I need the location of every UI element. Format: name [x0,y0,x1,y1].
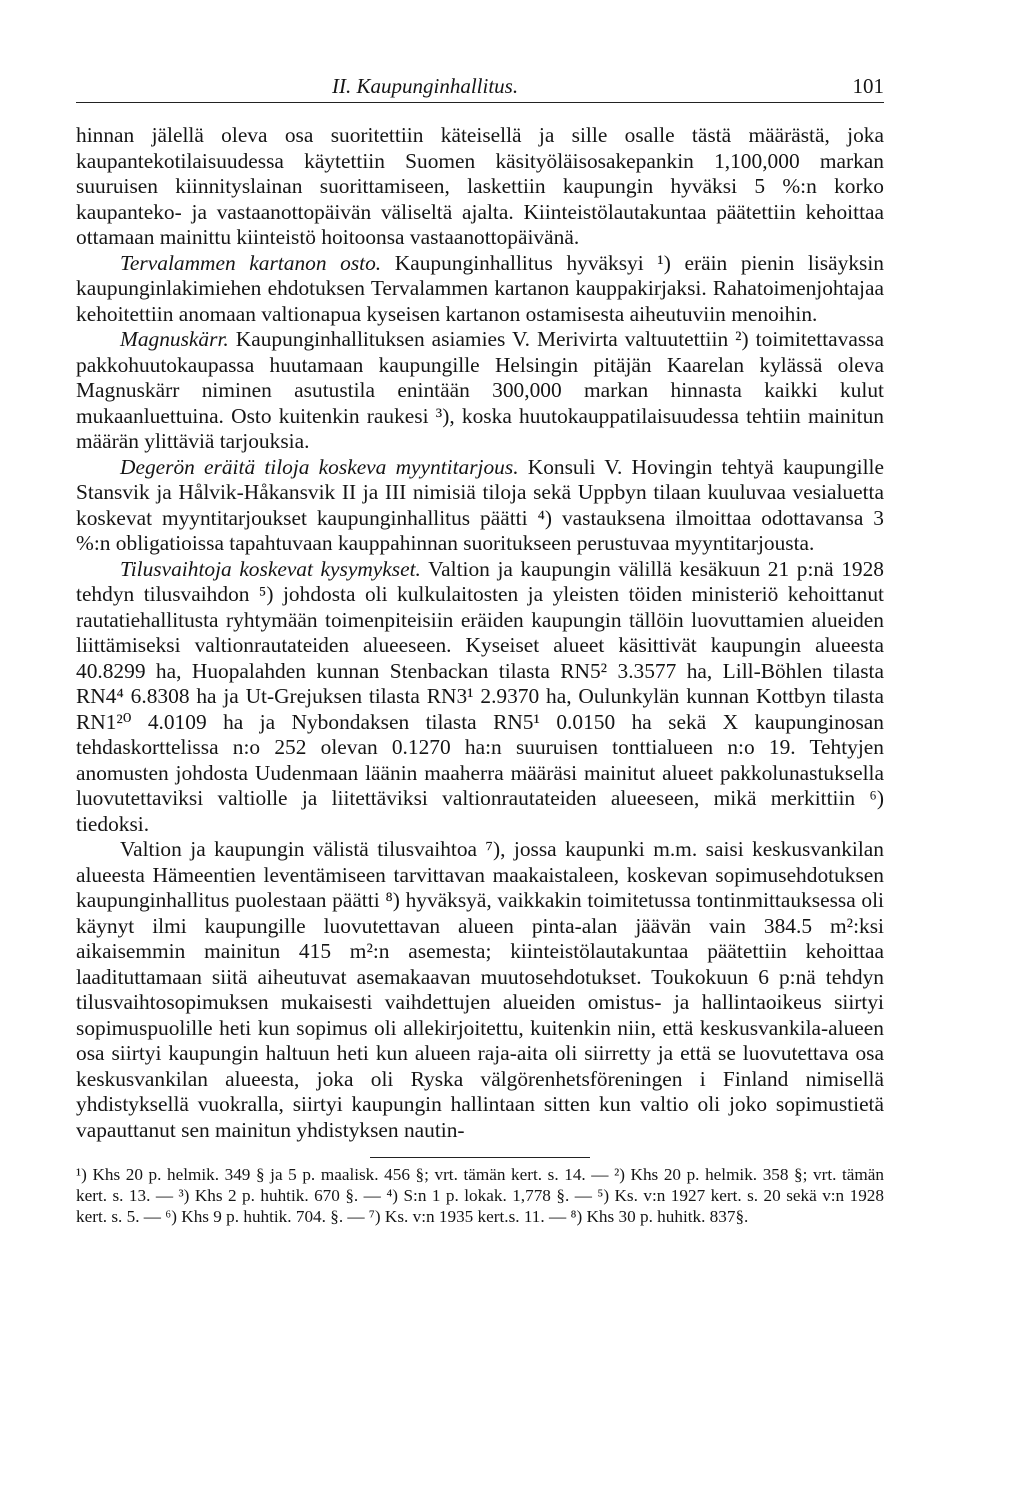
paragraph [76,557,884,838]
paragraph [76,455,884,557]
document-page [76,70,884,1227]
paragraph [76,123,884,251]
page-header [76,70,884,103]
page-number: 101 [852,74,884,98]
paragraph-text: Kaupunginhallitus hyväksyi ¹) eräin pienin lisäyksin kaupunginlakimiehen ehdotuksen Tervalammen kartanon kauppakirjaksi. Rahatoimenjohtajaa kehoitettiin anomaan valtionapua kyseisen kartanon ostamisesta aiheutuviin menoihin. [76,250,884,326]
paragraph-text: Kaupunginhallituksen asiamies V. Merivirta valtuutettiin ²) toimitettavassa pakkohuutokaupassa huutamaan kaupungille Helsingin pitäjän Kaarelan kylässä oleva Magnuskärr niminen asutustila enintään 300,000 markan hinnasta kaikki kulut mukaanluettuina. Osto kuitenkin raukesi ³), koska huutokauppatilaisuudessa tehtiin mainitun määrän ylittäviä tarjouksia. [76,327,884,453]
paragraph-text: hinnan jälellä oleva osa suoritettiin käteisellä ja sille osalle tästä määrästä, joka kaupantekotilaisuudessa käytettiin Suomen käsityöläisosakepankin 1,100,000 markan suuruisen kiinnityslainan suorittamiseen, laskettiin kaupungin hyväksi 5 %:n korko kaupanteko- ja vastaanottopäivän väliseltä ajalta. Kiinteistölautakuntaa päätettiin kehoittaa ottamaan mainittu kiinteistö hoitoonsa vastaanottopäivänä. [76,123,884,249]
paragraph [76,327,884,455]
paragraph [76,837,884,1143]
paragraph-text: Valtion ja kaupungin välistä tilusvaihtoa ⁷), jossa kaupunki m.m. saisi keskusvankilan alueesta Hämeentien leventämiseen tarvittavan maakaistaleen, koskevan sopimusehdotuksen kaupunginhallitus puolestaan päätti ⁸) hyväksyä, vaikkakin toimitetussa tontinmittauksessa oli käynyt ilmi kaupungille luovutettavan alueen pinta-alan jäävän vain 384.5 m²:ksi aikaisemmin mainitun 415 m²:n asemesta; kiinteistölautakuntaa päätettiin kehoittaa laadituttamaan siitä aiheutuvat asemakaavan muutosehdotukset. Toukokuun 6 p:nä tehdyn tilusvaihtosopimuksen mukaisesti vaihdettujen alueiden omistus- ja hallintaoikeus siirtyi sopimuspuolille heti kun sopimus oli allekirjoitettu, kuitenkin niin, että keskusvankila-alueen osa siirtyi kaupungin haltuun heti kun alueen raja-aita oli siirretty ja että se luovutettava osa keskusvankilan alueesta, joka oli Ryska välgörenhetsföreningen i Finland nimisellä yhdistyksellä vuokralla, siirtyi kaupungin hallintaan sitten kun valtio oli joko sopimustietä vapauttanut sen mainitun yhdistyksen nautin- [76,837,884,1142]
section-title: Degerön eräitä tiloja koskeva myyntitarjous. [120,454,519,479]
paragraph-text: Konsuli V. Hovingin tehtyä kaupungille Stansvik ja Hålvik-Håkansvik II ja III nimisiä tiloja sekä Uppbyn tilaan kuuluvaa vesialuetta koskevat myyntitarjoukset kaupunginhallitus päätti ⁴) vastauksena ilmoittaa odottavansa 3 %:n obligatioissa tapahtuvaan kauppahinnan suoritukseen perustuvaa myyntitarjousta. [76,454,884,555]
section-title: Tervalammen kartanon osto. [120,250,382,275]
paragraph [76,251,884,328]
paragraph-text: Valtion ja kaupungin välillä kesäkuun 21 p:nä 1928 tehdyn tilusvaihdon ⁵) johdosta oli kulkulaitosten ja yleisten töiden ministeriö kehoittanut rautatiehallitusta ryhtymään toimenpiteisiin eräiden kaupungin tällöin luovuttamien alueiden liittämiseksi valtionrautateiden alueeseen. Kyseiset alueet käsittivät kaupungin alueesta 40.8299 ha, Huopalahden kunnan Stenbackan tilasta RN5² 3.3577 ha, Lill-Böhlen tilasta RN4⁴ 6.8308 ha ja Ut-Grejuksen tilasta RN3¹ 2.9370 ha, Oulunkylän kunnan Kottbyn tilasta RN1²⁰ 4.0109 ha ja Nybondaksen tilasta RN5¹ 0.0150 ha sekä X kaupunginosan tehdaskorttelissa n:o 252 olevan 0.1270 ha:n suuruisen tonttialueen n:o 19. Tehtyjen anomusten johdosta Uudenmaan läänin maaherra määräsi mainitut alueet pakkolunastuksella luovutettaviksi valtiolle ja liitettäviksi valtionrautateiden alueeseen, mikä merkittiin ⁶) tiedoksi. [76,556,884,836]
running-head: II. Kaupunginhallitus. [332,74,519,98]
section-title: Tilusvaihtoja koskevat kysymykset. [120,556,421,581]
body-text [76,123,884,1143]
footnotes [76,1157,884,1227]
footnote-divider [370,1157,590,1158]
section-title: Magnuskärr. [120,327,229,351]
footnote-text: ¹) Khs 20 p. helmik. 349 § ja 5 p. maalisk. 456 §; vrt. tämän kert. s. 14. — ²) Khs 20 p. helmik. 358 §; vrt. tämän kert. s. 13. — ³) Khs 2 p. huhtik. 670 §. — ⁴) S:n 1 p. lokak. 1,778 §. — ⁵) Ks. v:n 1927 kert. s. 20 sekä v:n 1928 kert. s. 5. — ⁶) Khs 9 p. huhtik. 704. §. — ⁷) Ks. v:n 1935 kert.s. 11. — ⁸) Khs 30 p. huhitk. 837§. [76,1165,884,1226]
